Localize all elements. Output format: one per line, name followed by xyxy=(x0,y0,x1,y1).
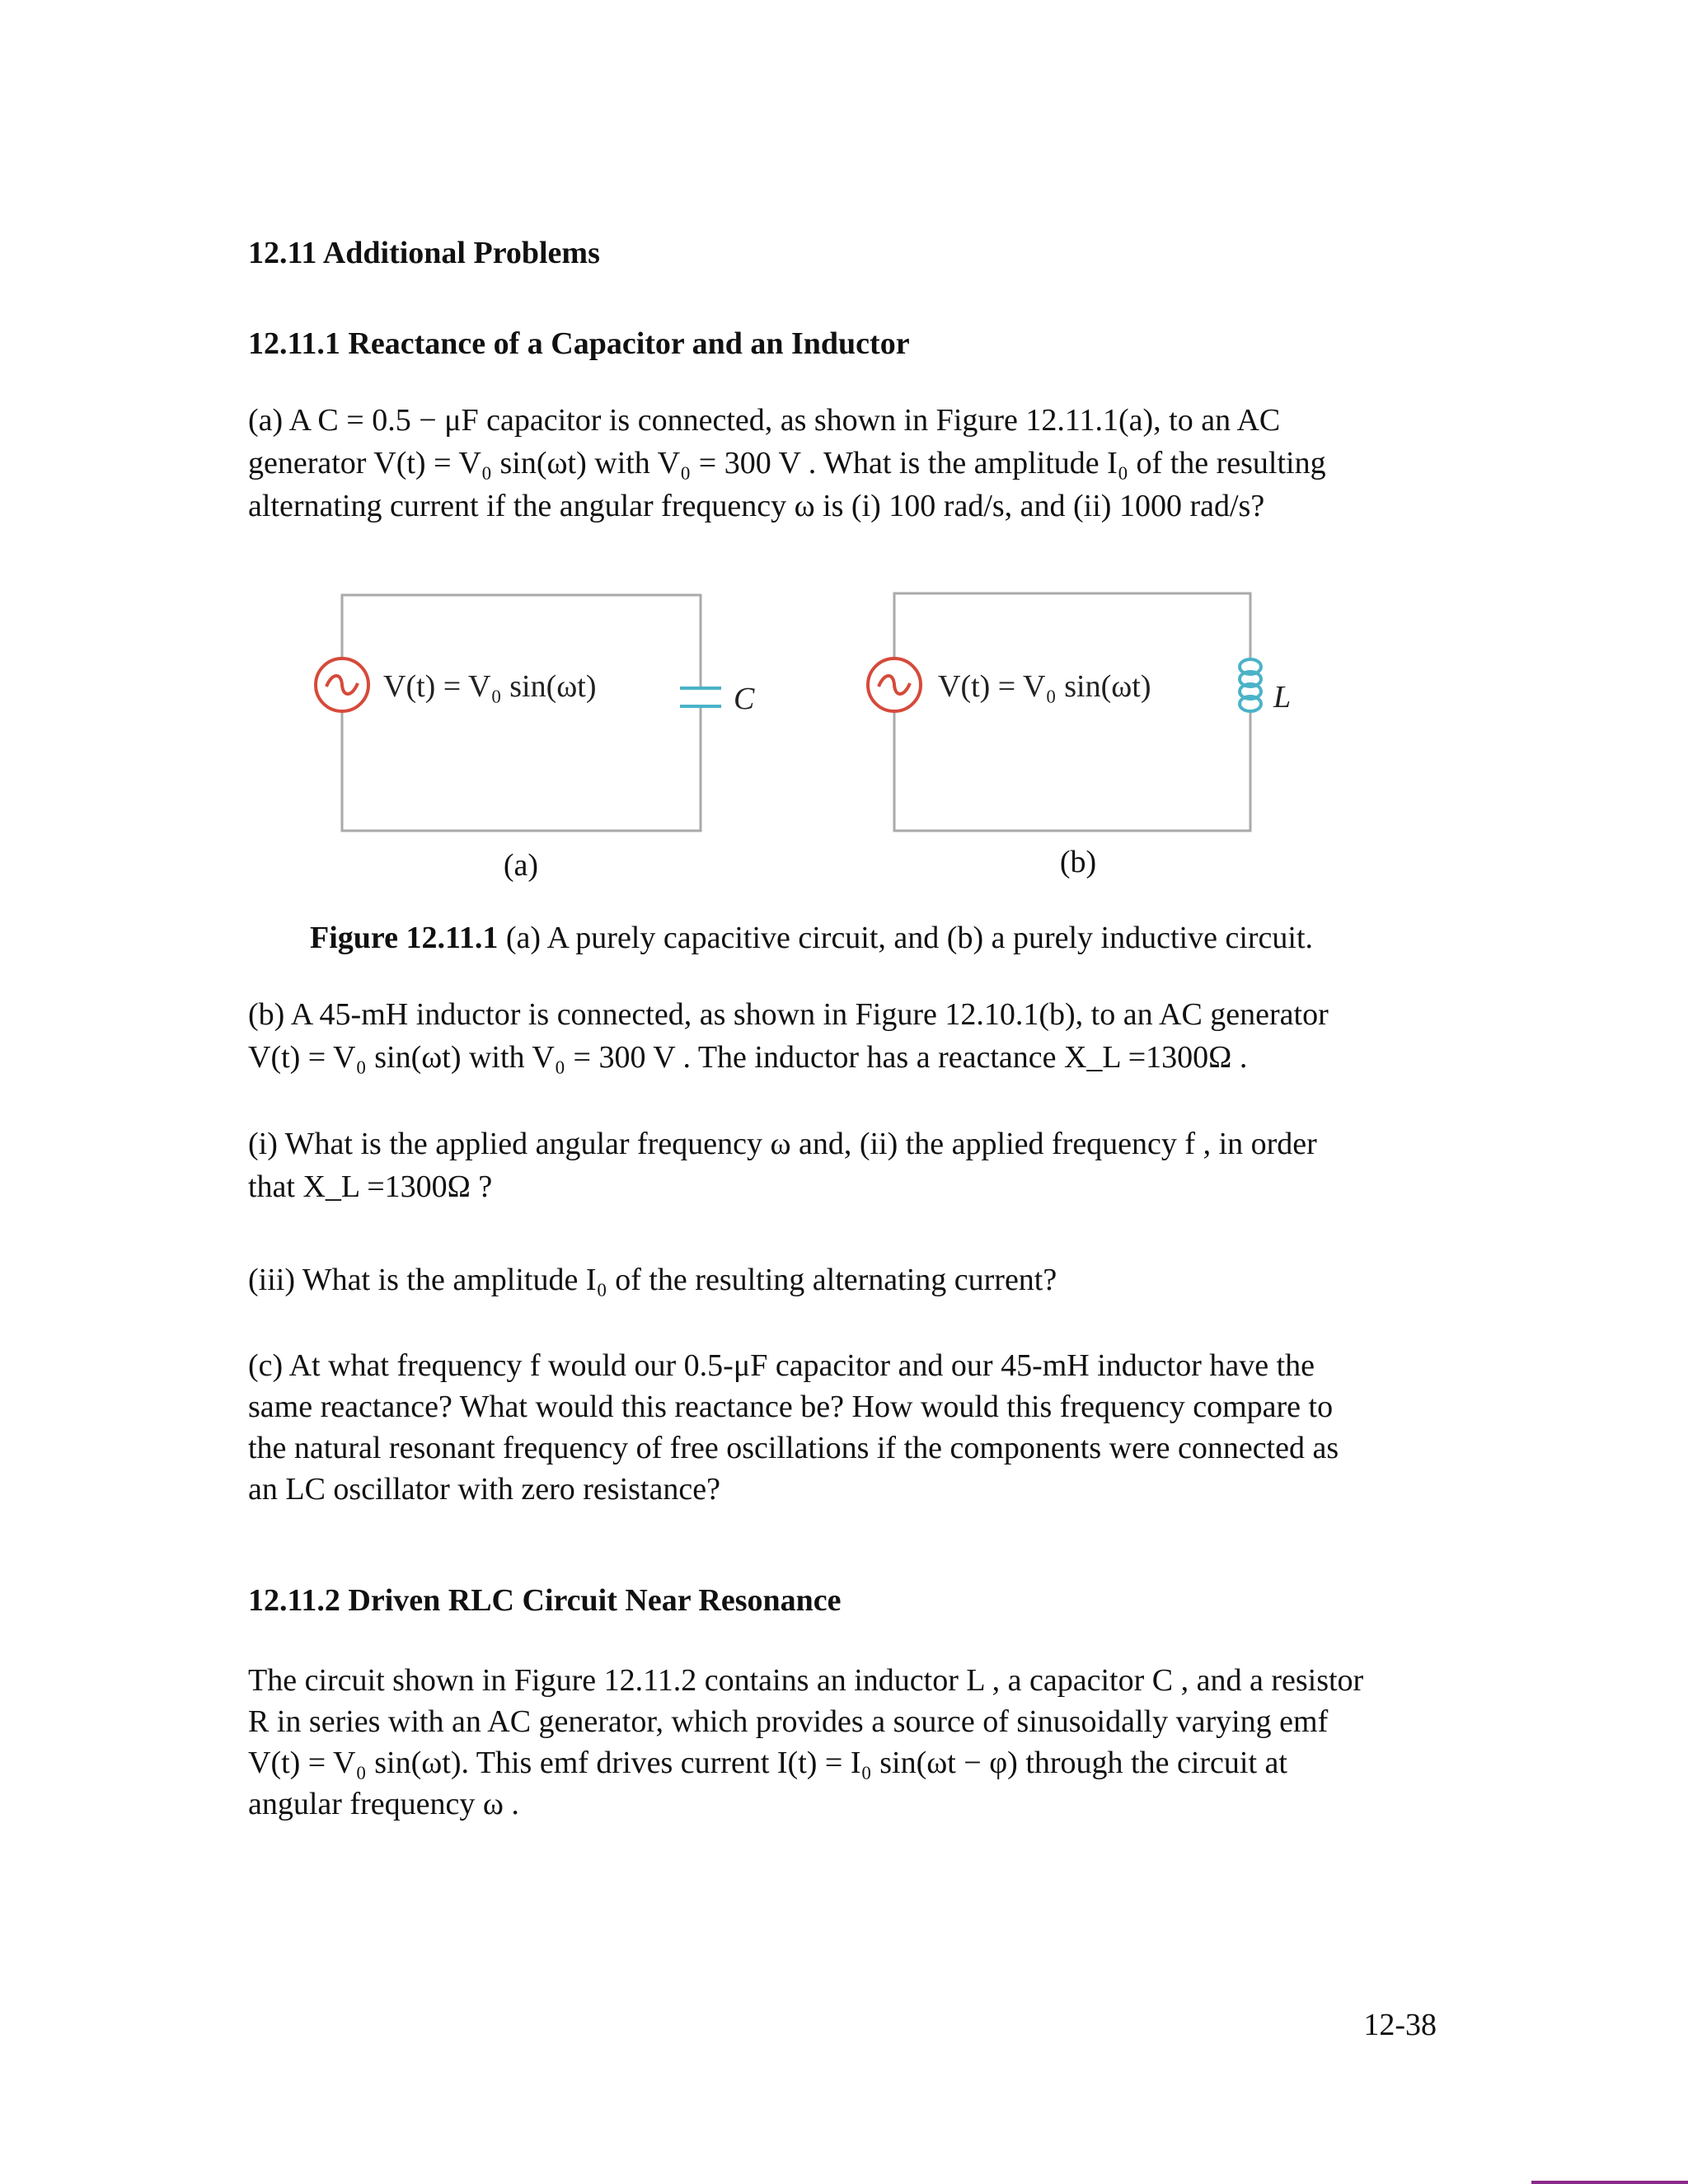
figure-caption-label: Figure 12.11.1 xyxy=(310,921,499,955)
text-line: same reactance? What would this reactance be? How would this frequency compare to xyxy=(248,1390,1334,1424)
text-line: V(t) = V₀ sin(ωt) with V₀ = 300 V . The inductor has a reactance X_L =1300Ω . xyxy=(248,1040,1248,1075)
inductor-label: L xyxy=(1273,680,1292,715)
text-line: generator V(t) = V₀ sin(ωt) with V₀ = 300 V . What is the amplitude I₀ of the resulting xyxy=(248,446,1326,480)
circuit-b-label: (b) xyxy=(1059,845,1097,879)
problem-1-title: 12.11.1 Reactance of a Capacitor and an Inductor xyxy=(248,326,910,361)
section-title: 12.11 Additional Problems xyxy=(248,236,600,270)
text-line: the natural resonant frequency of free oscillations if the components were connected as xyxy=(248,1431,1339,1465)
text-line: angular frequency ω . xyxy=(248,1787,519,1821)
circuit-a-capacitive xyxy=(297,595,755,883)
circuit-b-wire xyxy=(894,593,1250,831)
page-number: 12-38 xyxy=(1363,2008,1437,2042)
text-line: The circuit shown in Figure 12.11.2 contains an inductor L , a capacitor C , and a resistor xyxy=(248,1663,1364,1698)
text-line: R in series with an AC generator, which provides a source of sinusoidally varying emf xyxy=(248,1704,1329,1739)
circuit-b-inductive xyxy=(868,593,1291,879)
text-line: V(t) = V₀ sin(ωt). This emf drives current I(t) = I₀ sin(ωt − φ) through the circuit at xyxy=(248,1746,1287,1780)
text-line: (c) At what frequency f would our 0.5-μF capacitor and our 45-mH inductor have the xyxy=(248,1348,1315,1383)
text-line: an LC oscillator with zero resistance? xyxy=(248,1472,720,1507)
problem-2-body xyxy=(248,1660,1363,1825)
problem-1-part-a xyxy=(248,399,1326,527)
figure-12-11-1 xyxy=(280,577,1517,890)
circuit-a-label: (a) xyxy=(503,848,539,883)
problem-1-part-b-iii xyxy=(248,1258,1057,1301)
ac-source-icon xyxy=(868,658,921,711)
text-line: (a) A C = 0.5 − μF capacitor is connected, as shown in Figure 12.11.1(a), to an AC xyxy=(248,403,1281,438)
capacitor-label: C xyxy=(734,682,755,716)
circuit-a-source-label: V(t) = V₀ sin(ωt) xyxy=(383,669,597,704)
text-line: that X_L =1300Ω ? xyxy=(248,1169,493,1204)
text-line: (iii) What is the amplitude I₀ of the resulting alternating current? xyxy=(248,1263,1057,1297)
problem-1-part-b-i xyxy=(248,1122,1317,1208)
problem-1-part-b xyxy=(248,993,1329,1079)
capacitor-icon xyxy=(680,688,721,706)
problem-1-part-c xyxy=(248,1345,1339,1510)
text-line: (b) A 45-mH inductor is connected, as shown in Figure 12.10.1(b), to an AC generator xyxy=(248,997,1329,1032)
text-line: alternating current if the angular frequency ω is (i) 100 rad/s, and (ii) 1000 rad/s? xyxy=(248,489,1265,523)
circuit-a-wire xyxy=(342,595,701,831)
figure-caption xyxy=(310,920,1313,956)
ac-source-icon xyxy=(316,658,368,711)
text-line: (i) What is the applied angular frequency ω and, (ii) the applied frequency f , in order xyxy=(248,1127,1317,1161)
problem-2-title: 12.11.2 Driven RLC Circuit Near Resonance xyxy=(248,1583,842,1618)
inductor-coil-icon xyxy=(1240,659,1261,711)
figure-caption-text: (a) A purely capacitive circuit, and (b) a purely inductive circuit. xyxy=(498,921,1314,955)
scroll-indicator xyxy=(1531,2181,1688,2184)
circuit-b-source-label: V(t) = V₀ sin(ωt) xyxy=(938,669,1151,704)
